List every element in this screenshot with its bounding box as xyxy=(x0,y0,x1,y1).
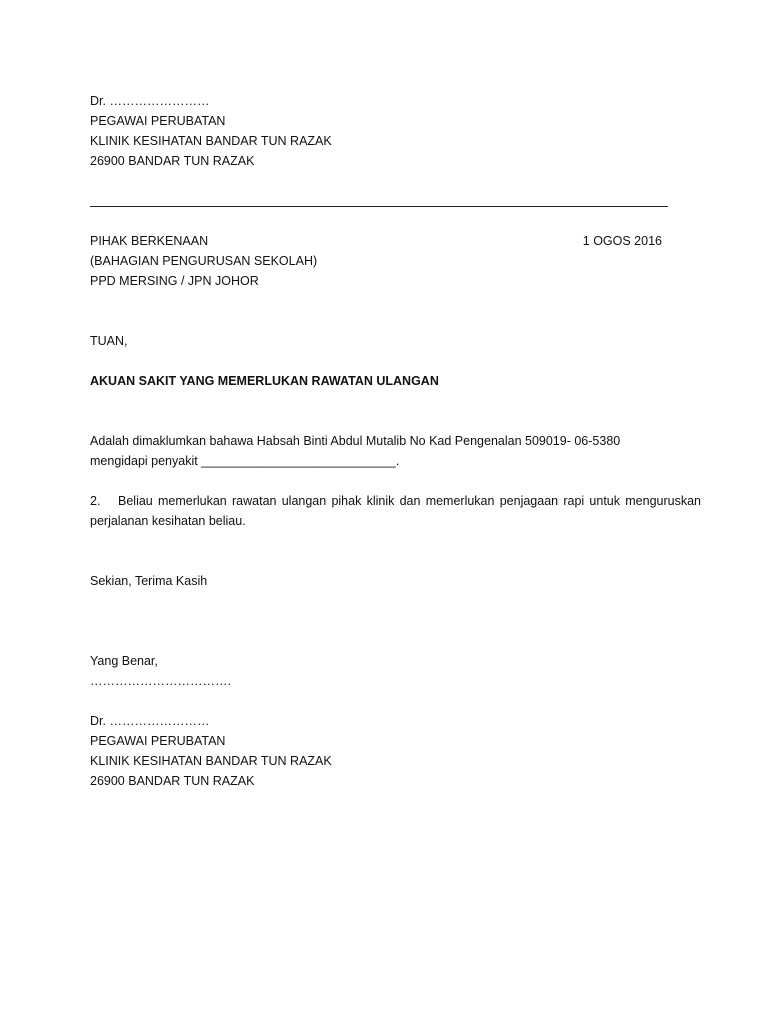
sender-postcode-city: 26900 BANDAR TUN RAZAK xyxy=(90,154,255,168)
recipient-line-1: PIHAK BERKENAAN xyxy=(90,234,209,248)
signer-clinic: KLINIK KESIHATAN BANDAR TUN RAZAK xyxy=(90,754,332,768)
salutation: TUAN, xyxy=(90,334,128,348)
signoff-phrase: Yang Benar, xyxy=(90,654,158,668)
header-divider xyxy=(90,206,668,207)
sender-address xyxy=(90,91,702,171)
signoff xyxy=(90,651,702,691)
letter-date: 1 OGOS 2016 xyxy=(582,234,662,248)
sender-position: PEGAWAI PERUBATAN xyxy=(90,114,226,128)
signer-block xyxy=(90,711,702,791)
recipient-line-2: (BAHAGIAN PENGURUSAN SEKOLAH) xyxy=(90,254,318,268)
subject-heading: AKUAN SAKIT YANG MEMERLUKAN RAWATAN ULANGAN xyxy=(90,374,439,388)
paragraph-2 xyxy=(90,491,701,531)
closing: Sekian, Terima Kasih xyxy=(90,574,208,588)
signer-name: Dr. …………………… xyxy=(90,714,210,728)
signature-line: ……………………………. xyxy=(90,674,231,688)
sender-name: Dr. …………………… xyxy=(90,94,210,108)
paragraph-1-line-2: mengidapi penyakit ____________________________. xyxy=(90,454,400,468)
paragraph-2-number: 2. xyxy=(90,494,101,508)
signer-position: PEGAWAI PERUBATAN xyxy=(90,734,226,748)
sender-clinic: KLINIK KESIHATAN BANDAR TUN RAZAK xyxy=(90,134,332,148)
signer-postcode-city: 26900 BANDAR TUN RAZAK xyxy=(90,774,255,788)
paragraph-1-line-1: Adalah dimaklumkan bahawa Habsah Binti Abdul Mutalib No Kad Pengenalan 509019- 06-5380 xyxy=(90,434,621,448)
recipient-line-3: PPD MERSING / JPN JOHOR xyxy=(90,274,259,288)
paragraph-2-text: Beliau memerlukan rawatan ulangan pihak klinik dan memerlukan penjagaan rapi untuk menguruskan perjalanan kesihatan beliau. xyxy=(90,494,701,528)
paragraph-1 xyxy=(90,431,702,471)
